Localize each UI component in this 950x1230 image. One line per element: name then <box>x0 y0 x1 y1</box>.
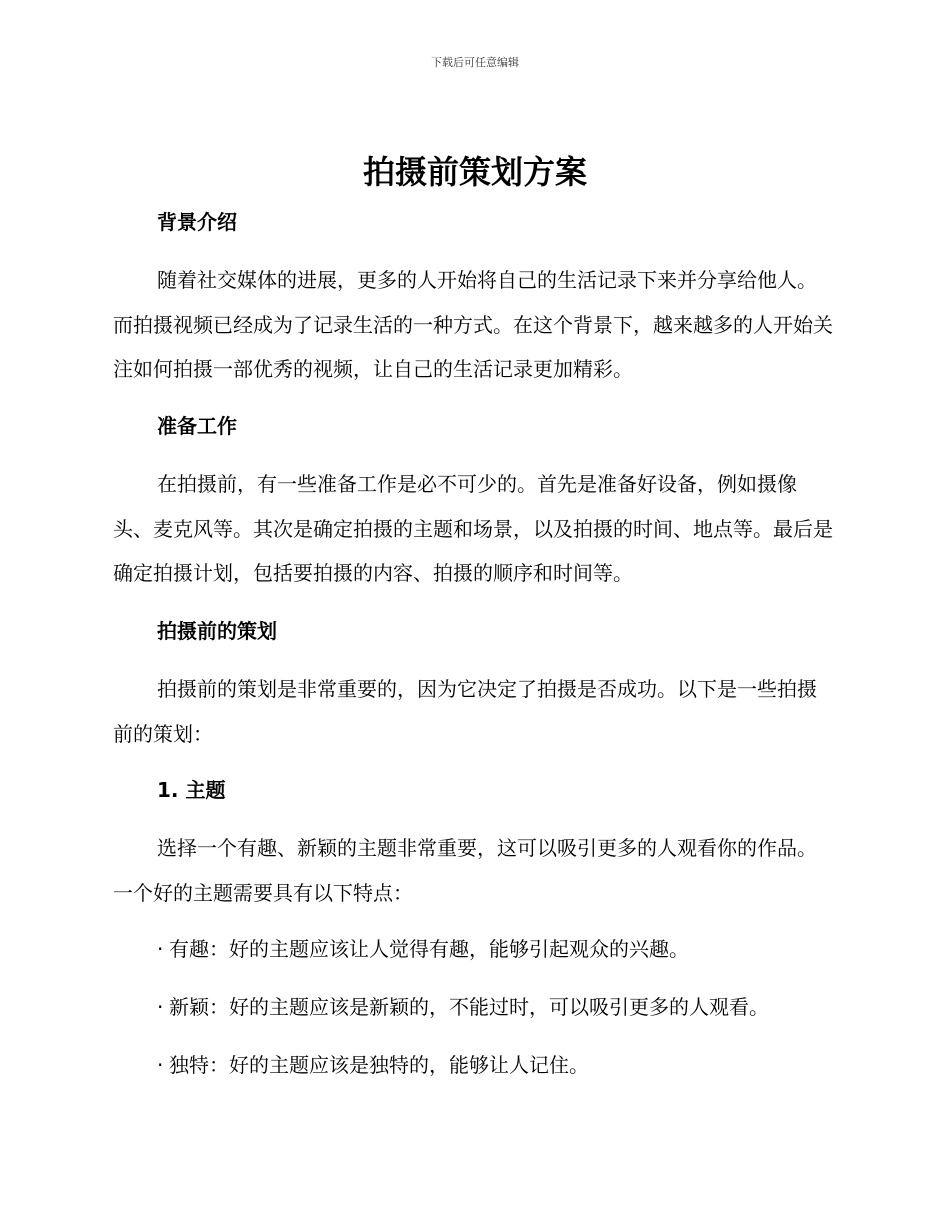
paragraph-theme: 选择一个有趣、新颖的主题非常重要，这可以吸引更多的人观看你的作品。一个好的主题需要具有以下特点： <box>113 836 817 905</box>
list-item <box>157 935 689 963</box>
section-heading-background: 背景介绍 <box>157 210 237 234</box>
section-heading-planning: 拍摄前的策划 <box>157 619 277 643</box>
list-item <box>157 993 769 1021</box>
list-item-text: 独特：好的主题应该是独特的，能够让人记住。 <box>169 1053 589 1077</box>
section-heading-preparation: 准备工作 <box>157 414 237 438</box>
bullet-marker: · <box>157 937 164 961</box>
section-heading-theme: 1. 主题 <box>157 778 226 802</box>
header-note: 下载后可任意编辑 <box>431 56 519 69</box>
list-item-text: 有趣：好的主题应该让人觉得有趣，能够引起观众的兴趣。 <box>169 937 689 961</box>
document-title: 拍摄前策划方案 <box>362 153 587 191</box>
bullet-marker: · <box>157 995 164 1019</box>
paragraph-background: 随着社交媒体的进展，更多的人开始将自己的生活记录下来并分享给他人。而拍摄视频已经成为了记录生活的一种方式。在这个背景下，越来越多的人开始关注如何拍摄一部优秀的视频，让自己的生活记录更加精彩。 <box>113 268 833 381</box>
list-item <box>157 1051 589 1079</box>
bullet-marker: · <box>157 1053 164 1077</box>
list-item-text: 新颖：好的主题应该是新颖的，不能过时，可以吸引更多的人观看。 <box>169 995 769 1019</box>
paragraph-preparation: 在拍摄前，有一些准备工作是必不可少的。首先是准备好设备，例如摄像头、麦克风等。其次是确定拍摄的主题和场景，以及拍摄的时间、地点等。最后是确定拍摄计划，包括要拍摄的内容、拍摄的顺序和时间等。 <box>113 472 833 585</box>
paragraph-planning: 拍摄前的策划是非常重要的，因为它决定了拍摄是否成功。以下是一些拍摄前的策划： <box>113 677 817 746</box>
